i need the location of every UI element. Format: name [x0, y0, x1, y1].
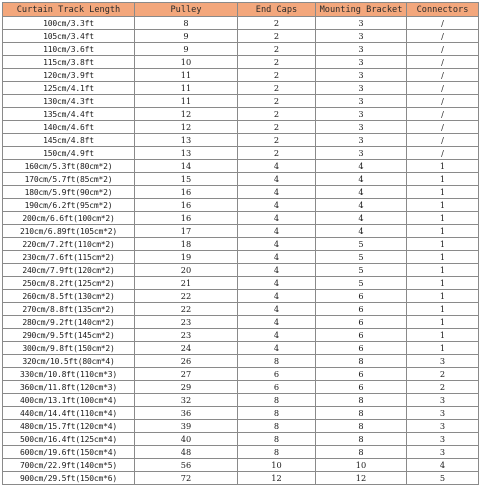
cell-connectors: 1: [407, 251, 479, 264]
cell-pulley: 19: [135, 251, 238, 264]
cell-connectors: /: [407, 95, 479, 108]
cell-pulley: 20: [135, 264, 238, 277]
table-row: [3, 186, 479, 199]
table-row: [3, 82, 479, 95]
spec-table-container: [2, 2, 478, 483]
table-row: [3, 173, 479, 186]
cell-connectors: 3: [407, 407, 479, 420]
cell-track-length: 160cm/5.3ft(80cm*2): [3, 160, 135, 173]
table-row: [3, 225, 479, 238]
cell-pulley: 23: [135, 329, 238, 342]
cell-track-length: 400cm/13.1ft(100cm*4): [3, 394, 135, 407]
cell-track-length: 115cm/3.8ft: [3, 56, 135, 69]
cell-pulley: 16: [135, 199, 238, 212]
table-row: [3, 407, 479, 420]
cell-pulley: 12: [135, 108, 238, 121]
header-pulley: Pulley: [135, 3, 238, 17]
cell-end-caps: 6: [238, 368, 316, 381]
cell-end-caps: 4: [238, 329, 316, 342]
table-row: [3, 95, 479, 108]
cell-track-length: 480cm/15.7ft(120cm*4): [3, 420, 135, 433]
cell-mounting-bracket: 6: [316, 342, 407, 355]
cell-mounting-bracket: 4: [316, 199, 407, 212]
table-row: [3, 277, 479, 290]
cell-track-length: 200cm/6.6ft(100cm*2): [3, 212, 135, 225]
cell-mounting-bracket: 3: [316, 43, 407, 56]
cell-track-length: 440cm/14.4ft(110cm*4): [3, 407, 135, 420]
table-row: [3, 381, 479, 394]
cell-mounting-bracket: 6: [316, 329, 407, 342]
cell-pulley: 56: [135, 459, 238, 472]
cell-pulley: 16: [135, 212, 238, 225]
cell-connectors: 4: [407, 459, 479, 472]
cell-track-length: 240cm/7.9ft(120cm*2): [3, 264, 135, 277]
cell-mounting-bracket: 3: [316, 17, 407, 30]
table-header: [3, 3, 479, 17]
cell-pulley: 13: [135, 134, 238, 147]
cell-end-caps: 2: [238, 56, 316, 69]
cell-connectors: 1: [407, 212, 479, 225]
cell-mounting-bracket: 3: [316, 108, 407, 121]
cell-mounting-bracket: 3: [316, 134, 407, 147]
cell-connectors: /: [407, 108, 479, 121]
cell-mounting-bracket: 3: [316, 82, 407, 95]
cell-track-length: 210cm/6.89ft(105cm*2): [3, 225, 135, 238]
cell-mounting-bracket: 4: [316, 173, 407, 186]
cell-pulley: 8: [135, 17, 238, 30]
cell-mounting-bracket: 3: [316, 30, 407, 43]
cell-end-caps: 8: [238, 433, 316, 446]
cell-mounting-bracket: 12: [316, 472, 407, 485]
cell-pulley: 16: [135, 186, 238, 199]
cell-connectors: /: [407, 56, 479, 69]
cell-connectors: /: [407, 69, 479, 82]
cell-track-length: 190cm/6.2ft(95cm*2): [3, 199, 135, 212]
table-row: [3, 108, 479, 121]
cell-track-length: 230cm/7.6ft(115cm*2): [3, 251, 135, 264]
cell-end-caps: 8: [238, 420, 316, 433]
cell-connectors: /: [407, 43, 479, 56]
cell-connectors: 3: [407, 433, 479, 446]
cell-pulley: 27: [135, 368, 238, 381]
cell-end-caps: 4: [238, 238, 316, 251]
cell-track-length: 150cm/4.9ft: [3, 147, 135, 160]
cell-mounting-bracket: 8: [316, 355, 407, 368]
cell-end-caps: 8: [238, 355, 316, 368]
cell-end-caps: 8: [238, 407, 316, 420]
cell-end-caps: 4: [238, 160, 316, 173]
cell-end-caps: 4: [238, 199, 316, 212]
cell-track-length: 600cm/19.6ft(150cm*4): [3, 446, 135, 459]
cell-end-caps: 2: [238, 147, 316, 160]
table-row: [3, 433, 479, 446]
cell-pulley: 12: [135, 121, 238, 134]
cell-end-caps: 4: [238, 212, 316, 225]
cell-track-length: 270cm/8.8ft(135cm*2): [3, 303, 135, 316]
cell-track-length: 320cm/10.5ft(80cm*4): [3, 355, 135, 368]
cell-end-caps: 4: [238, 173, 316, 186]
table-row: [3, 316, 479, 329]
cell-connectors: 1: [407, 160, 479, 173]
cell-pulley: 17: [135, 225, 238, 238]
cell-track-length: 700cm/22.9ft(140cm*5): [3, 459, 135, 472]
cell-mounting-bracket: 3: [316, 69, 407, 82]
cell-pulley: 11: [135, 95, 238, 108]
cell-pulley: 9: [135, 43, 238, 56]
cell-pulley: 22: [135, 290, 238, 303]
cell-mounting-bracket: 6: [316, 368, 407, 381]
header-mounting-bracket: Mounting Bracket: [316, 3, 407, 17]
cell-track-length: 330cm/10.8ft(110cm*3): [3, 368, 135, 381]
cell-connectors: 2: [407, 368, 479, 381]
table-row: [3, 30, 479, 43]
cell-end-caps: 4: [238, 303, 316, 316]
cell-connectors: 5: [407, 472, 479, 485]
cell-mounting-bracket: 8: [316, 446, 407, 459]
cell-end-caps: 2: [238, 134, 316, 147]
table-row: [3, 69, 479, 82]
cell-connectors: 1: [407, 277, 479, 290]
cell-connectors: /: [407, 82, 479, 95]
cell-track-length: 170cm/5.7ft(85cm*2): [3, 173, 135, 186]
table-row: [3, 56, 479, 69]
table-row: [3, 264, 479, 277]
cell-mounting-bracket: 10: [316, 459, 407, 472]
cell-track-length: 300cm/9.8ft(150cm*2): [3, 342, 135, 355]
cell-pulley: 32: [135, 394, 238, 407]
cell-connectors: 3: [407, 355, 479, 368]
header-connectors: Connectors: [407, 3, 479, 17]
cell-pulley: 29: [135, 381, 238, 394]
cell-mounting-bracket: 4: [316, 186, 407, 199]
table-body: [3, 17, 479, 485]
table-row: [3, 147, 479, 160]
cell-pulley: 10: [135, 56, 238, 69]
cell-end-caps: 2: [238, 121, 316, 134]
cell-mounting-bracket: 5: [316, 277, 407, 290]
cell-mounting-bracket: 5: [316, 264, 407, 277]
table-row: [3, 212, 479, 225]
cell-end-caps: 4: [238, 277, 316, 290]
cell-track-length: 145cm/4.8ft: [3, 134, 135, 147]
cell-end-caps: 2: [238, 108, 316, 121]
cell-end-caps: 12: [238, 472, 316, 485]
cell-end-caps: 4: [238, 342, 316, 355]
cell-end-caps: 8: [238, 394, 316, 407]
cell-connectors: 1: [407, 316, 479, 329]
cell-connectors: 3: [407, 394, 479, 407]
cell-mounting-bracket: 3: [316, 95, 407, 108]
header-track-length: Curtain Track Length: [3, 3, 135, 17]
cell-connectors: 2: [407, 381, 479, 394]
cell-track-length: 125cm/4.1ft: [3, 82, 135, 95]
cell-end-caps: 4: [238, 316, 316, 329]
cell-track-length: 220cm/7.2ft(110cm*2): [3, 238, 135, 251]
table-row: [3, 290, 479, 303]
table-row: [3, 134, 479, 147]
cell-mounting-bracket: 8: [316, 407, 407, 420]
curtain-track-spec-table: [2, 2, 479, 485]
cell-pulley: 21: [135, 277, 238, 290]
cell-connectors: /: [407, 30, 479, 43]
cell-mounting-bracket: 4: [316, 225, 407, 238]
cell-pulley: 39: [135, 420, 238, 433]
table-row: [3, 355, 479, 368]
cell-track-length: 140cm/4.6ft: [3, 121, 135, 134]
cell-track-length: 250cm/8.2ft(125cm*2): [3, 277, 135, 290]
cell-connectors: 1: [407, 342, 479, 355]
table-row: [3, 342, 479, 355]
cell-pulley: 14: [135, 160, 238, 173]
cell-mounting-bracket: 3: [316, 56, 407, 69]
table-row: [3, 368, 479, 381]
cell-mounting-bracket: 6: [316, 290, 407, 303]
cell-pulley: 72: [135, 472, 238, 485]
cell-end-caps: 2: [238, 95, 316, 108]
cell-connectors: 1: [407, 264, 479, 277]
cell-mounting-bracket: 8: [316, 420, 407, 433]
cell-track-length: 100cm/3.3ft: [3, 17, 135, 30]
table-row: [3, 446, 479, 459]
cell-pulley: 13: [135, 147, 238, 160]
cell-connectors: 1: [407, 303, 479, 316]
cell-connectors: /: [407, 134, 479, 147]
cell-pulley: 48: [135, 446, 238, 459]
cell-end-caps: 6: [238, 381, 316, 394]
cell-mounting-bracket: 3: [316, 121, 407, 134]
table-row: [3, 238, 479, 251]
table-row: [3, 17, 479, 30]
cell-pulley: 18: [135, 238, 238, 251]
table-row: [3, 43, 479, 56]
table-row: [3, 160, 479, 173]
cell-end-caps: 4: [238, 251, 316, 264]
cell-mounting-bracket: 4: [316, 212, 407, 225]
cell-end-caps: 2: [238, 43, 316, 56]
cell-mounting-bracket: 8: [316, 394, 407, 407]
cell-pulley: 40: [135, 433, 238, 446]
cell-track-length: 260cm/8.5ft(130cm*2): [3, 290, 135, 303]
cell-track-length: 290cm/9.5ft(145cm*2): [3, 329, 135, 342]
cell-track-length: 130cm/4.3ft: [3, 95, 135, 108]
cell-mounting-bracket: 6: [316, 316, 407, 329]
cell-pulley: 22: [135, 303, 238, 316]
cell-pulley: 9: [135, 30, 238, 43]
cell-mounting-bracket: 5: [316, 238, 407, 251]
table-row: [3, 121, 479, 134]
table-row: [3, 459, 479, 472]
cell-pulley: 26: [135, 355, 238, 368]
cell-mounting-bracket: 6: [316, 303, 407, 316]
cell-end-caps: 2: [238, 17, 316, 30]
cell-end-caps: 4: [238, 186, 316, 199]
cell-end-caps: 4: [238, 290, 316, 303]
cell-connectors: /: [407, 17, 479, 30]
table-row: [3, 472, 479, 485]
cell-connectors: 1: [407, 225, 479, 238]
cell-mounting-bracket: 8: [316, 433, 407, 446]
cell-track-length: 135cm/4.4ft: [3, 108, 135, 121]
table-row: [3, 251, 479, 264]
cell-end-caps: 2: [238, 30, 316, 43]
cell-pulley: 11: [135, 69, 238, 82]
table-row: [3, 420, 479, 433]
cell-end-caps: 4: [238, 225, 316, 238]
cell-connectors: /: [407, 121, 479, 134]
cell-connectors: 1: [407, 290, 479, 303]
header-row: [3, 3, 479, 17]
cell-end-caps: 2: [238, 69, 316, 82]
cell-end-caps: 2: [238, 82, 316, 95]
cell-end-caps: 8: [238, 446, 316, 459]
table-row: [3, 199, 479, 212]
cell-track-length: 180cm/5.9ft(90cm*2): [3, 186, 135, 199]
cell-track-length: 500cm/16.4ft(125cm*4): [3, 433, 135, 446]
cell-mounting-bracket: 5: [316, 251, 407, 264]
header-end-caps: End Caps: [238, 3, 316, 17]
cell-connectors: 1: [407, 186, 479, 199]
cell-connectors: 1: [407, 199, 479, 212]
cell-connectors: 1: [407, 238, 479, 251]
cell-mounting-bracket: 6: [316, 381, 407, 394]
cell-connectors: 3: [407, 446, 479, 459]
table-row: [3, 303, 479, 316]
cell-pulley: 24: [135, 342, 238, 355]
cell-track-length: 280cm/9.2ft(140cm*2): [3, 316, 135, 329]
cell-track-length: 105cm/3.4ft: [3, 30, 135, 43]
cell-connectors: /: [407, 147, 479, 160]
cell-connectors: 3: [407, 420, 479, 433]
cell-mounting-bracket: 3: [316, 147, 407, 160]
cell-pulley: 36: [135, 407, 238, 420]
cell-connectors: 1: [407, 329, 479, 342]
cell-track-length: 900cm/29.5ft(150cm*6): [3, 472, 135, 485]
cell-pulley: 23: [135, 316, 238, 329]
cell-end-caps: 4: [238, 264, 316, 277]
cell-track-length: 120cm/3.9ft: [3, 69, 135, 82]
table-row: [3, 394, 479, 407]
cell-mounting-bracket: 4: [316, 160, 407, 173]
cell-track-length: 360cm/11.8ft(120cm*3): [3, 381, 135, 394]
cell-end-caps: 10: [238, 459, 316, 472]
cell-connectors: 1: [407, 173, 479, 186]
cell-pulley: 15: [135, 173, 238, 186]
table-row: [3, 329, 479, 342]
cell-pulley: 11: [135, 82, 238, 95]
cell-track-length: 110cm/3.6ft: [3, 43, 135, 56]
